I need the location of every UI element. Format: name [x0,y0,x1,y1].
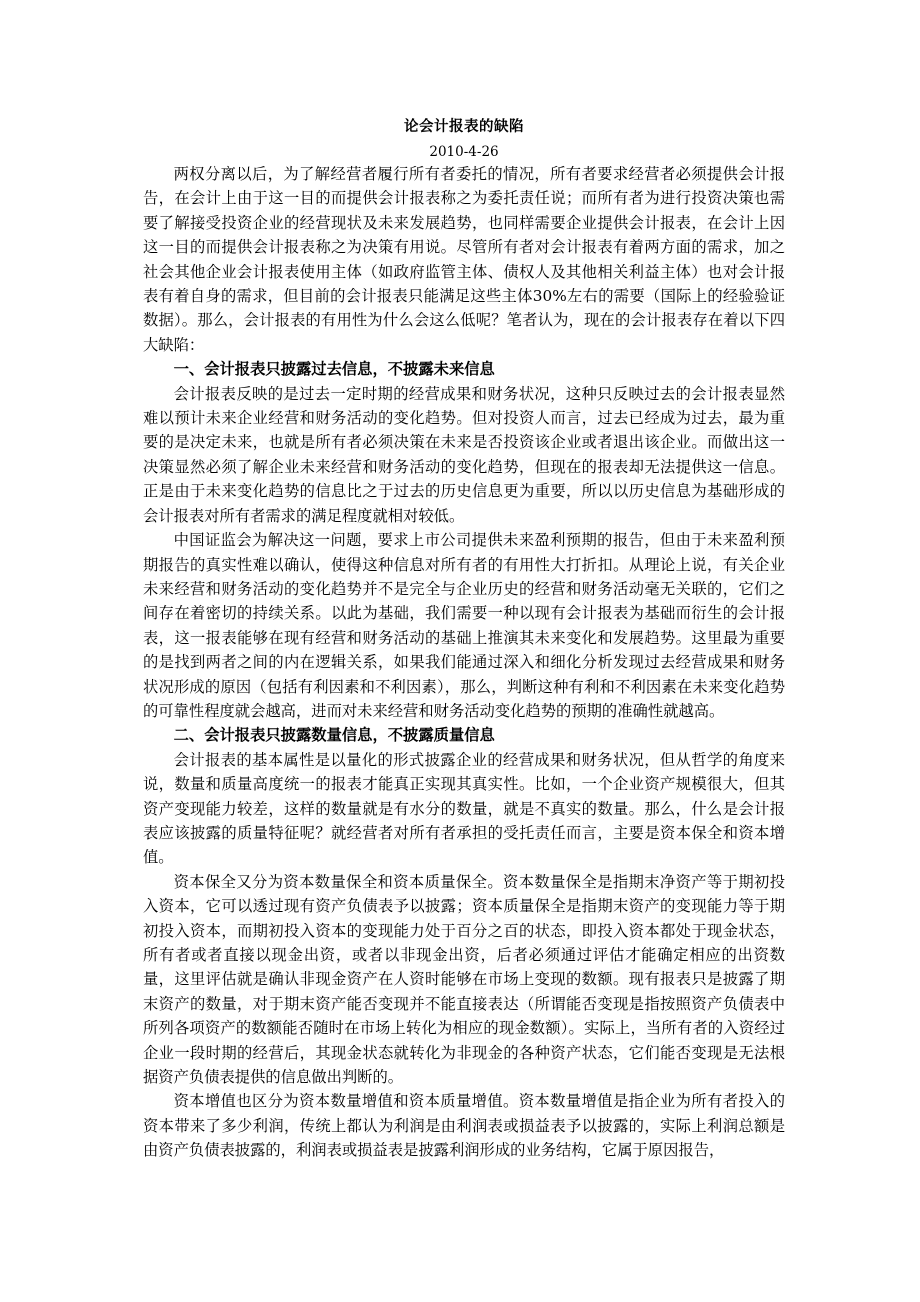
paragraph-intro: 两权分离以后，为了解经营者履行所有者委托的情况，所有者要求经营者必须提供会计报告，在会计上由于这一目的而提供会计报表称之为委托责任说；而所有者为进行投资决策也需要了解接受投资企业的经营现状及未来发展趋势，也同样需要企业提供会计报表，在会计上因这一目的而提供会计报表称之为决策有用说。尽管所有者对会计报表有着两方面的需求，加之社会其他企业会计报表使用主体（如政府监管主体、债权人及其他相关利益主体）也对会计报表有着自身的需求，但目前的会计报表只能满足这些主体30%左右的需要（国际上的经验验证数据）。那么，会计报表的有用性为什么会这么低呢？笔者认为，现在的会计报表存在着以下四大缺陷： [143,165,785,354]
paragraph-section1-a: 会计报表反映的是过去一定时期的经营成果和财务状况，这种只反映过去的会计报表显然难以预计未来企业经营和财务活动的变化趋势。但对投资人而言，过去已经成为过去，最为重要的是决定未来，也就是所有者必须决策在未来是否投资该企业或者退出该企业。而做出这一决策显然必须了解企业未来经营和财务活动的变化趋势，但现在的报表却无法提供这一信息。正是由于未来变化趋势的信息比之于过去的历史信息更为重要，所以以历史信息为基础形成的会计报表对所有者需求的满足程度就相对较低。 [143,384,785,525]
paragraph-section2-a: 会计报表的基本属性是以量化的形式披露企业的经营成果和财务状况，但从哲学的角度来说，数量和质量高度统一的报表才能真正实现其真实性。比如，一个企业资产规模很大，但其资产变现能力较差，这样的数量就是有水分的数量，就是不真实的数量。那么，什么是会计报表应该披露的质量特征呢？就经营者对所有者承担的受托责任而言，主要是资本保全和资本增值。 [143,750,785,867]
paragraph-section2-c: 资本增值也区分为资本数量增值和资本质量增值。资本数量增值是指企业为所有者投入的资本带来了多少利润，传统上都认为利润是由利润表或损益表予以披露的，实际上利润总额是由资产负债表披露的，利润表或损益表是披露利润形成的业务结构，它属于原因报告， [143,1092,785,1160]
section-heading-1: 一、会计报表只披露过去信息，不披露未来信息 [173,360,495,379]
paragraph-section2-b: 资本保全又分为资本数量保全和资本质量保全。资本数量保全是指期末净资产等于期初投入资本，它可以透过现有资产负债表予以披露；资本质量保全是指期末资产的变现能力等于期初投入资本，而期初投入资本的变现能力处于百分之百的状态，即投入资本都处于现金状态，所有者或者直接以现金出资，或者以非现金出资，后者必须通过评估才能确定相应的出资数量，这里评估就是确认非现金资产在人资时能够在市场上变现的数额。现有报表只是披露了期末资产的数量，对于期末资产能否变现并不能直接表达（所谓能否变现是指按照资产负债表中所列各项资产的数额能否随时在市场上转化为相应的现金数额）。实际上，当所有者的入资经过企业一段时期的经营后，其现金状态就转化为非现金的各种资产状态，它们能否变现是无法根据资产负债表提供的信息做出判断的。 [143,872,785,1087]
section-heading-2: 二、会计报表只披露数量信息，不披露质量信息 [173,726,495,745]
document-page [143,116,785,1163]
document-title: 论会计报表的缺陷 [404,118,524,135]
paragraph-section1-b: 中国证监会为解决这一问题，要求上市公司提供未来盈利预期的报告，但由于未来盈利预期报告的真实性难以确认，使得这种信息对所有者的有用性大打折扣。从理论上说，有关企业未来经营和财务活动的变化趋势并不是完全与企业历史的经营和财务活动毫无关联的，它们之间存在着密切的持续关系。以此为基础，我们需要一种以现有会计报表为基础而衍生的会计报表，这一报表能够在现有经营和财务活动的基础上推演其未来变化和发展趋势。这里最为重要的是找到两者之间的内在逻辑关系，如果我们能通过深入和细化分析发现过去经营成果和财务状况形成的原因（包括有利因素和不利因素），那么，判断这种有利和不利因素在未来变化趋势的可靠性程度就会越高，进而对未来经营和财务活动变化趋势的预期的准确性就越高。 [143,531,785,720]
document-date: 2010-4-26 [429,144,499,160]
